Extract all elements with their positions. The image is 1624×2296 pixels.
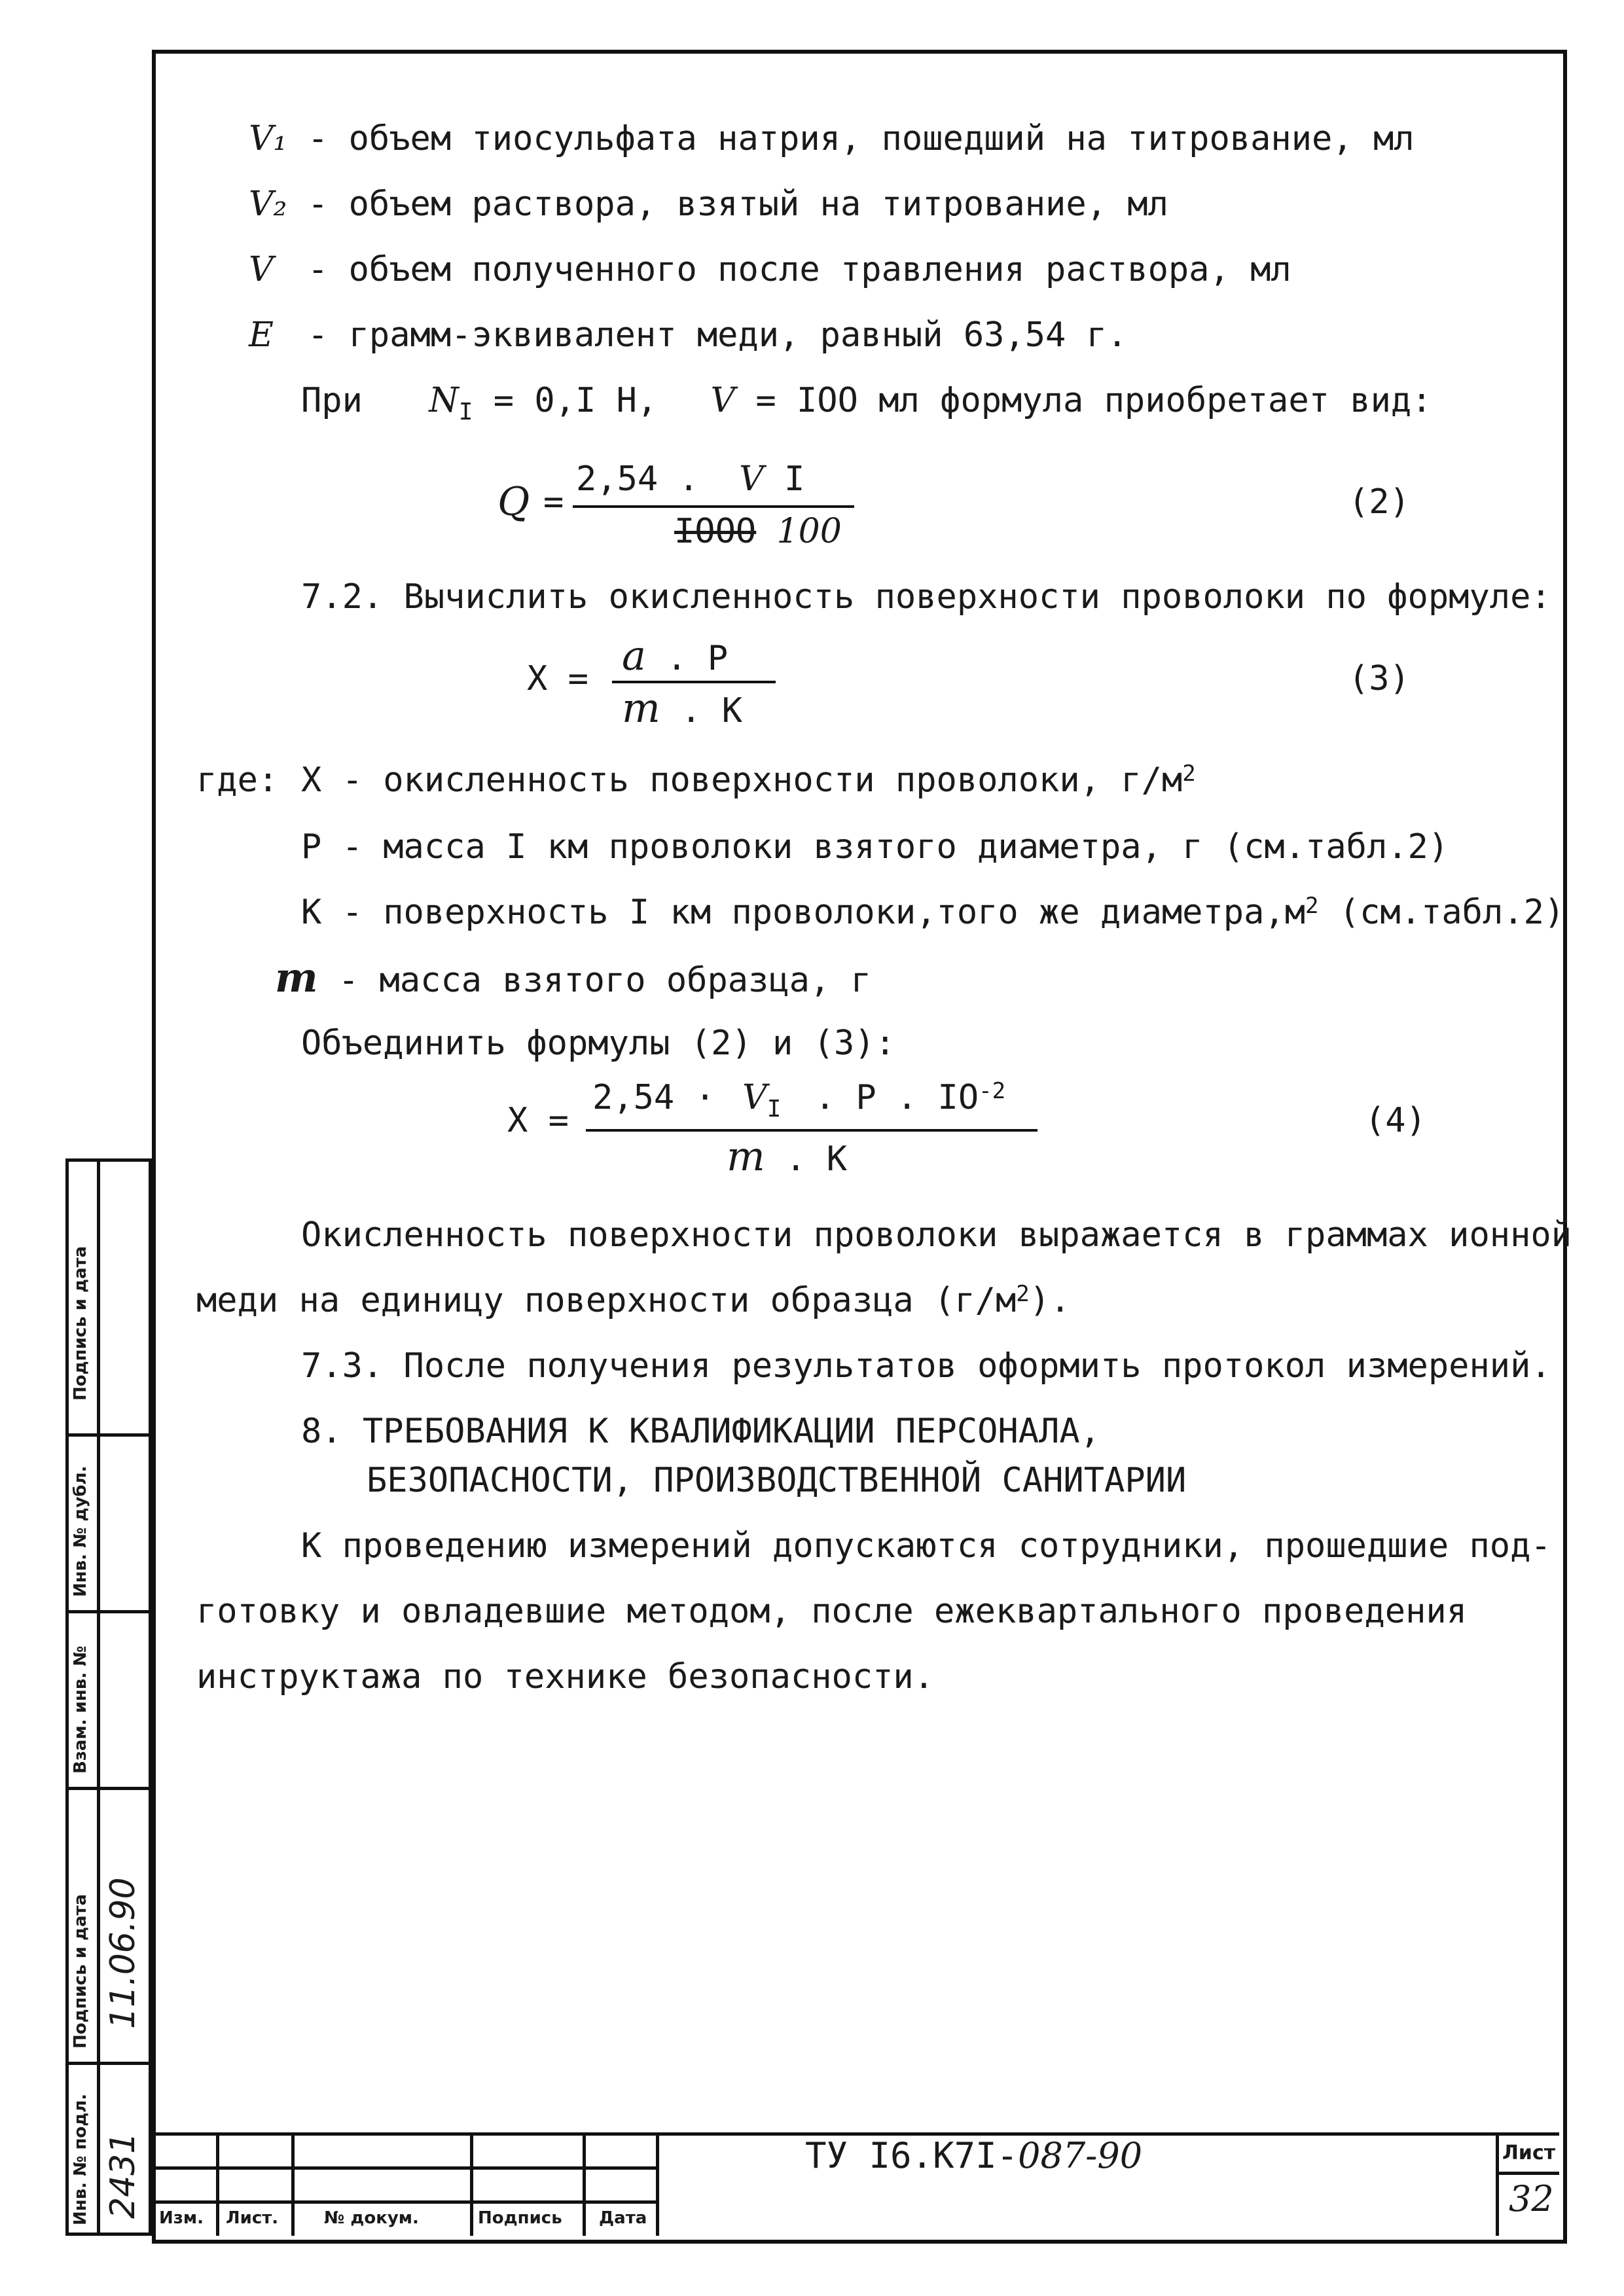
- stamp-col-1: [216, 2132, 219, 2236]
- formula2-number: (2): [1348, 482, 1410, 522]
- side-label-vzam: Взам. инв. №: [71, 1645, 90, 1774]
- formula2-den-print: IOOO: [674, 512, 757, 551]
- formula3-lhs: X =: [527, 659, 588, 698]
- condition-n-value: = 0,I Н,: [493, 381, 658, 420]
- stamp-doc-code-hand: 087-90: [1018, 2135, 1143, 2176]
- side-label-podpis-data-top: Подпись и дата: [71, 1246, 90, 1401]
- stamp-col-dokum: № докум.: [324, 2208, 419, 2228]
- formula2-numerator: [576, 458, 804, 500]
- def-text-v: - объем полученного после травления раствора, мл: [308, 250, 1291, 289]
- condition-n-sub: I: [458, 399, 473, 425]
- def-symbol-e: E: [249, 315, 274, 355]
- formula3-denominator: [622, 684, 743, 732]
- paragraph-qualification-line2: готовку и овладевшие методом, после ежеквартального проведения: [196, 1592, 1468, 1631]
- formula4-numerator: [592, 1077, 1005, 1122]
- formula4-denominator: [727, 1132, 848, 1180]
- where-k-sup: 2: [1305, 893, 1319, 919]
- formula3-fraction-bar: [612, 681, 776, 683]
- def-text-v1: - объем тиосульфата натрия, пошедший на титрование, мл: [308, 119, 1415, 158]
- where-x-text: Х - окисленность поверхности проволоки, г/м: [301, 761, 1183, 800]
- condition-pri: При: [301, 381, 363, 420]
- side-stamp-row3: [65, 1787, 152, 1790]
- formula4-num-sup: -2: [979, 1078, 1006, 1104]
- side-stamp-row1: [65, 1433, 152, 1437]
- stamp-sheet-number: 32: [1509, 2178, 1554, 2219]
- stamp-col-6: [1496, 2132, 1499, 2236]
- stamp-col-list: Лист.: [226, 2208, 279, 2228]
- side-stamp-divider: [97, 1158, 100, 2236]
- where-m-symbol: m: [275, 954, 318, 1001]
- where-m: [275, 954, 871, 1001]
- formula4-den-m: m: [727, 1132, 765, 1180]
- formula4-num-rest: . Р . IO: [814, 1078, 979, 1117]
- paragraph-qualification-line1: К проведению измерений допускаются сотрудники, прошедшие под-: [301, 1526, 1551, 1566]
- stamp-doc-code-print: ТУ I6.К7I-: [805, 2135, 1019, 2176]
- paragraph-qualification-line3: инструктажа по технике безопасности.: [196, 1657, 935, 1696]
- condition-n-symbol: N: [429, 381, 459, 420]
- formula4-number: (4): [1365, 1101, 1426, 1140]
- formula2-num-sub: I: [784, 459, 805, 499]
- stamp-col-3: [470, 2132, 473, 2236]
- formula3-num-a: a: [622, 632, 646, 679]
- formula4-num-v: V: [742, 1078, 767, 1117]
- page-frame: [152, 50, 1567, 2244]
- formula3-den-m: m: [622, 684, 660, 732]
- formula2-denominator: [674, 511, 842, 552]
- where-p: Р - масса I км проволоки взятого диаметра, г (см.табл.2): [301, 827, 1449, 867]
- paragraph-oxidation-line2: [196, 1280, 1070, 1321]
- section-8-title-line1: 8. ТРЕБОВАНИЯ К КВАЛИФИКАЦИИ ПЕРСОНАЛА,: [301, 1412, 1100, 1451]
- where-label: где:: [196, 761, 279, 800]
- def-symbol-v2: V₂: [249, 185, 287, 224]
- paragraph-oxidation-tail: ).: [1029, 1281, 1071, 1320]
- formula2-fraction-bar: [573, 505, 854, 508]
- stamp-doc-code: [805, 2135, 1142, 2177]
- formula4-num-a: 2,54 ·: [592, 1078, 715, 1117]
- formula2-lhs: Q: [497, 479, 530, 525]
- where-k-text: К - поверхность I км проволоки,того же диаметра,м: [301, 893, 1306, 932]
- def-text-e: - грамм-эквивалент меди, равный 63,54 г.: [308, 315, 1128, 355]
- def-symbol-v: V: [249, 250, 274, 289]
- condition-v-value: = IOO мл формула приобретает вид:: [755, 381, 1432, 420]
- stamp-col-podpis: Подпись: [478, 2208, 562, 2228]
- side-stamp-row4: [65, 2062, 152, 2065]
- formula2-num-a: 2,54 .: [576, 459, 699, 499]
- where-k: [301, 891, 1564, 933]
- side-label-inv-dubl: Инв. № дубл.: [71, 1465, 90, 1597]
- formula2-eq: =: [543, 482, 564, 522]
- where-x-sup: 2: [1182, 761, 1196, 787]
- condition-v-symbol: V: [710, 381, 736, 420]
- where-k-tail: (см.табл.2): [1318, 893, 1565, 932]
- formula3-den-rest: . К: [681, 691, 743, 730]
- side-handwritten-date: 11.06.90: [103, 1877, 143, 2029]
- paragraph-oxidation-sup: 2: [1016, 1281, 1030, 1307]
- formula3-number: (3): [1348, 659, 1410, 698]
- where-m-text: - масса взятого образца, г: [338, 961, 871, 1000]
- stamp-col-izm: Изм.: [159, 2208, 204, 2228]
- formula3-num-rest: . Р: [666, 639, 729, 678]
- side-handwritten-inv: 2431: [103, 2132, 143, 2219]
- paragraph-oxidation-line1: Окисленность поверхности проволоки выражается в граммах ионной: [301, 1215, 1572, 1255]
- formula4-lhs: X =: [507, 1101, 569, 1140]
- stamp-col-4: [583, 2132, 586, 2236]
- side-label-podpis-data: Подпись и дата: [71, 1893, 90, 2049]
- formula4-den-rest: . К: [785, 1139, 848, 1179]
- formula2-den-hand: 100: [776, 512, 842, 551]
- condition-line: [301, 380, 1432, 425]
- paragraph-oxidation-text: меди на единицу поверхности образца (г/м: [196, 1281, 1017, 1320]
- combine-text: Объединить формулы (2) и (3):: [301, 1024, 895, 1063]
- stamp-col-2: [291, 2132, 295, 2236]
- formula4-num-sub: I: [767, 1096, 782, 1122]
- side-stamp-row2: [65, 1610, 152, 1613]
- where-x: [301, 759, 1196, 801]
- stamp-sheet-line: [1496, 2172, 1559, 2175]
- section-8-title-line2: БЕЗОПАСНОСТИ, ПРОИЗВОДСТВЕННОЙ САНИТАРИИ: [367, 1461, 1187, 1500]
- def-symbol-v1: V₁: [249, 119, 287, 158]
- stamp-col-data: Дата: [599, 2208, 647, 2228]
- formula3-numerator: [622, 632, 729, 679]
- stamp-sheet-label: Лист: [1502, 2142, 1556, 2164]
- formula2-num-v: V: [739, 459, 764, 499]
- paragraph-7-2: 7.2. Вычислить окисленность поверхности проволоки по формуле:: [301, 577, 1551, 617]
- side-label-inv-podl: Инв. № подл.: [71, 2093, 90, 2225]
- def-text-v2: - объем раствора, взятый на титрование, мл: [308, 185, 1168, 224]
- stamp-col-5: [656, 2132, 659, 2236]
- paragraph-7-3: 7.3. После получения результатов оформить протокол измерений.: [301, 1346, 1551, 1386]
- formula4-fraction-bar: [586, 1129, 1038, 1132]
